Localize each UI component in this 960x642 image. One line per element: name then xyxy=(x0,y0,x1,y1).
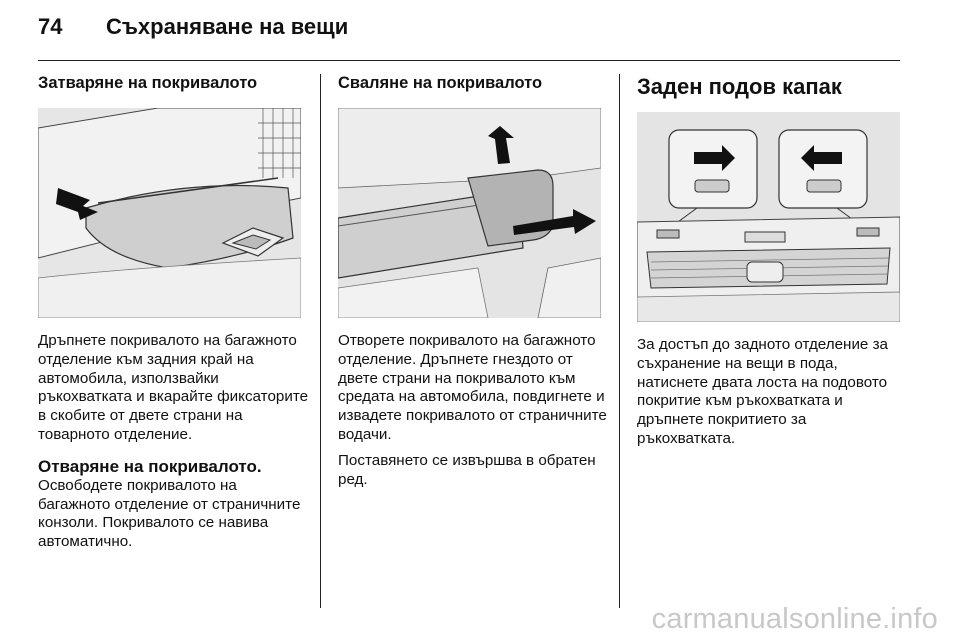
section-heading: Сваляне на покривалото xyxy=(338,74,543,92)
page-title: Съхраняване на вещи xyxy=(106,14,349,39)
cargo-cover-removal-illustration xyxy=(338,108,601,318)
paragraph: Освободете покривалото на багажното отделение от страничните конзоли. Покривалото се навива автоматично. xyxy=(38,476,301,551)
paragraph: За достъп до задното отделение за съхранение на вещи в пода, натиснете двата лоста на подовото покритие към ръкохватката и дръпнете покритието за ръкохватката. xyxy=(637,336,889,447)
cargo-cover-closing-illustration xyxy=(38,108,301,318)
page-number: 74 xyxy=(38,14,63,39)
section-heading: Затваряне на покривалото xyxy=(38,74,258,92)
column-divider xyxy=(320,74,321,608)
section-heading: Заден подов капак xyxy=(637,74,842,99)
column-closing-cover xyxy=(38,72,310,552)
column-rear-floor-cover xyxy=(637,72,905,449)
paragraph: Дръпнете покривалото на багажното отделение към задния край на автомобила, използвайки ръкохватката и вкарайте фиксаторите в скобите от двете страни на товарното отделение. xyxy=(38,332,309,443)
paragraph: Поставянето се извършва в обратен ред. xyxy=(338,451,596,488)
column-divider xyxy=(619,74,620,608)
column-removing-cover xyxy=(338,72,610,489)
rear-floor-cover-illustration xyxy=(637,112,900,322)
header-divider xyxy=(38,60,900,61)
watermark: carmanualsonline.info xyxy=(651,603,938,635)
paragraph: Отворете покривалото на багажното отделение. Дръпнете гнездото от двете страни на покривалото към средата на автомобила, повдигнете и извадете покривалото от страничните водачи. xyxy=(338,332,607,443)
subsection-heading: Отваряне на покривалото. xyxy=(38,456,262,476)
page-header xyxy=(38,14,348,44)
